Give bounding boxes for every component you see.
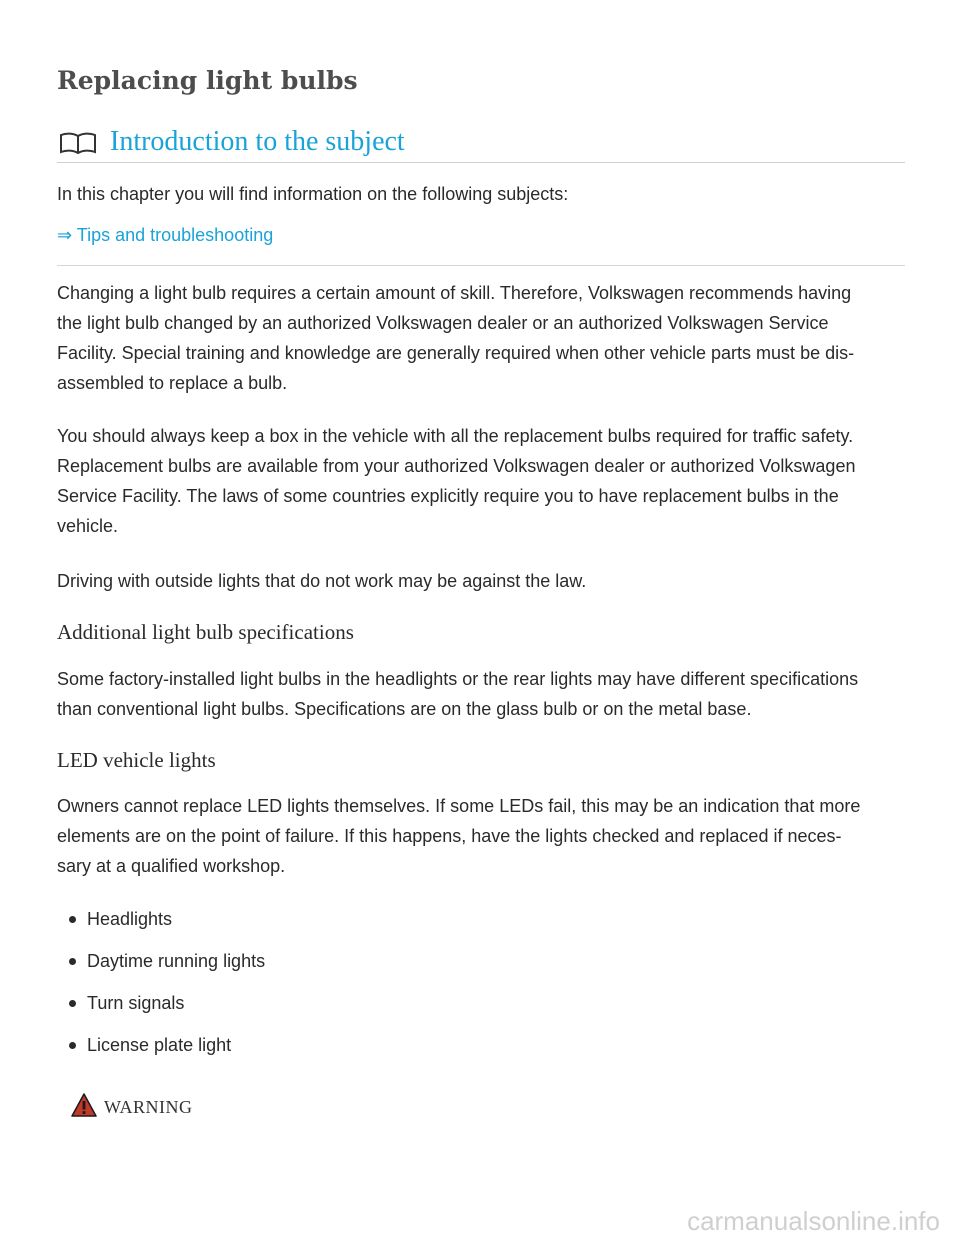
led-list	[57, 904, 265, 1072]
text-line: Facility. Special training and knowledge are generally required when other vehicle parts must be dis-	[57, 343, 855, 363]
text-line: Changing a light bulb requires a certain amount of skill. Therefore, Volkswagen recommends having	[57, 283, 852, 303]
link-tips-troubleshooting[interactable]: ⇒ Tips and troubleshooting	[57, 225, 274, 245]
warning-label: WARNING	[104, 1097, 193, 1117]
text-line: elements are on the point of failure. If this happens, have the lights checked and replaced if neces-	[57, 826, 842, 846]
text-line: You should always keep a box in the vehicle with all the replacement bulbs required for traffic safety.	[57, 426, 854, 446]
page-title: Replacing light bulbs	[57, 66, 358, 95]
text-line: sary at a qualified workshop.	[57, 856, 286, 876]
paragraph-additional-specs	[57, 664, 905, 724]
text-line: Replacement bulbs are available from your authorized Volkswagen dealer or authorized Volkswagen	[57, 456, 856, 476]
list-item-label: Turn signals	[87, 993, 185, 1013]
list-item	[57, 904, 265, 946]
text-line: vehicle.	[57, 516, 119, 536]
list-item	[57, 946, 265, 988]
bullet-icon	[69, 916, 76, 923]
list-item	[57, 1030, 265, 1072]
book-icon	[59, 132, 97, 154]
text-line: than conventional light bulbs. Specifications are on the glass bulb or on the metal base.	[57, 699, 752, 719]
paragraph-spare-bulbs	[57, 421, 905, 541]
list-item-label: License plate light	[87, 1035, 232, 1055]
intro-text: In this chapter you will find information on the following subjects:	[57, 184, 569, 204]
divider	[57, 265, 905, 266]
heading-additional-specs: Additional light bulb specifications	[57, 620, 354, 644]
text-line: Service Facility. The laws of some countries explicitly require you to have replacement bulbs in the	[57, 486, 839, 506]
text-line: Owners cannot replace LED lights themselves. If some LEDs fail, this may be an indication that more	[57, 796, 861, 816]
paragraph-law: Driving with outside lights that do not work may be against the law.	[57, 571, 587, 591]
section-header	[57, 122, 905, 163]
list-item	[57, 988, 265, 1030]
bullet-icon	[69, 1000, 76, 1007]
text-line: assembled to replace a bulb.	[57, 373, 288, 393]
warning-triangle-icon	[71, 1093, 97, 1117]
list-item-label: Headlights	[87, 909, 173, 929]
text-line: Some factory-installed light bulbs in the headlights or the rear lights may have different specifications	[57, 669, 859, 689]
watermark: carmanualsonline.info	[687, 1206, 940, 1236]
paragraph-skill	[57, 278, 905, 398]
section-title: Introduction to the subject	[110, 126, 405, 157]
paragraph-led-lights	[57, 791, 905, 881]
text-line: the light bulb changed by an authorized Volkswagen dealer or an authorized Volkswagen Service	[57, 313, 829, 333]
list-item-label: Daytime running lights	[87, 951, 266, 971]
bullet-icon	[69, 958, 76, 965]
bullet-icon	[69, 1042, 76, 1049]
heading-led-lights: LED vehicle lights	[57, 748, 216, 772]
